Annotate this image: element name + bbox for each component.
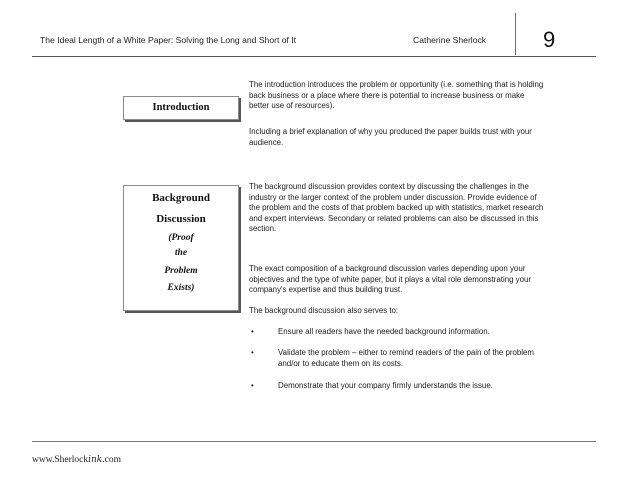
page-number: 9 bbox=[543, 27, 556, 52]
introduction-paragraph-2: Including a brief explanation of why you produced the paper builds trust with your audience. bbox=[249, 127, 532, 147]
background-paragraph-2: The exact composition of a background discussion varies depending upon your objectives and the type of white paper, but it plays a vital role demonstrating your company's expertise and thus building trust. bbox=[249, 264, 532, 294]
background-label-line: Problem bbox=[164, 266, 198, 276]
background-label-line: (Proof bbox=[168, 233, 194, 243]
background-label-line: Background bbox=[152, 192, 210, 204]
background-label-line: Exists) bbox=[167, 283, 195, 293]
bullet-text: Ensure all readers have the needed background information. bbox=[278, 327, 490, 336]
bullet-icon: • bbox=[251, 348, 254, 357]
document-title: The Ideal Length of a White Paper: Solving the Long and Short of It bbox=[40, 35, 297, 45]
bullet-icon: • bbox=[251, 327, 254, 336]
background-label-box bbox=[123, 185, 239, 311]
introduction-paragraph-1: The introduction introduces the problem or opportunity (i.e. something that is holding back business or a place where there is potential to increase business or make better use of resources). bbox=[249, 80, 544, 110]
footer-website bbox=[32, 455, 121, 465]
background-label-line: Discussion bbox=[156, 213, 206, 225]
background-paragraph-3: The background discussion also serves to: bbox=[249, 306, 399, 315]
background-label-line: the bbox=[174, 248, 188, 258]
introduction-label: Introduction bbox=[152, 102, 210, 113]
footer-site-suffix: .com bbox=[102, 455, 121, 465]
bullet-text: Demonstrate that your company firmly understands the issue. bbox=[278, 381, 493, 390]
footer-rule bbox=[32, 441, 596, 442]
bullet-text: Validate the problem – either to remind readers of the pain of the problem and/or to educate them on its costs. bbox=[278, 348, 535, 368]
background-paragraph-1: The background discussion provides context by discussing the challenges in the industry or the larger context of the problem under discussion. Provide evidence of the problem and the costs of that problem backed up with statistics, market research and expert interviews. Secondary or related problems can also be discussed in this section. bbox=[249, 182, 544, 233]
header-rule bbox=[32, 56, 596, 57]
footer-site-ink: ink bbox=[88, 455, 103, 465]
header-divider bbox=[515, 13, 516, 55]
author-name: Catherine Sherlock bbox=[413, 35, 487, 45]
introduction-label-box bbox=[123, 96, 239, 120]
bullet-icon: • bbox=[251, 381, 254, 390]
footer-site-prefix: www.Sherlock bbox=[32, 455, 89, 465]
